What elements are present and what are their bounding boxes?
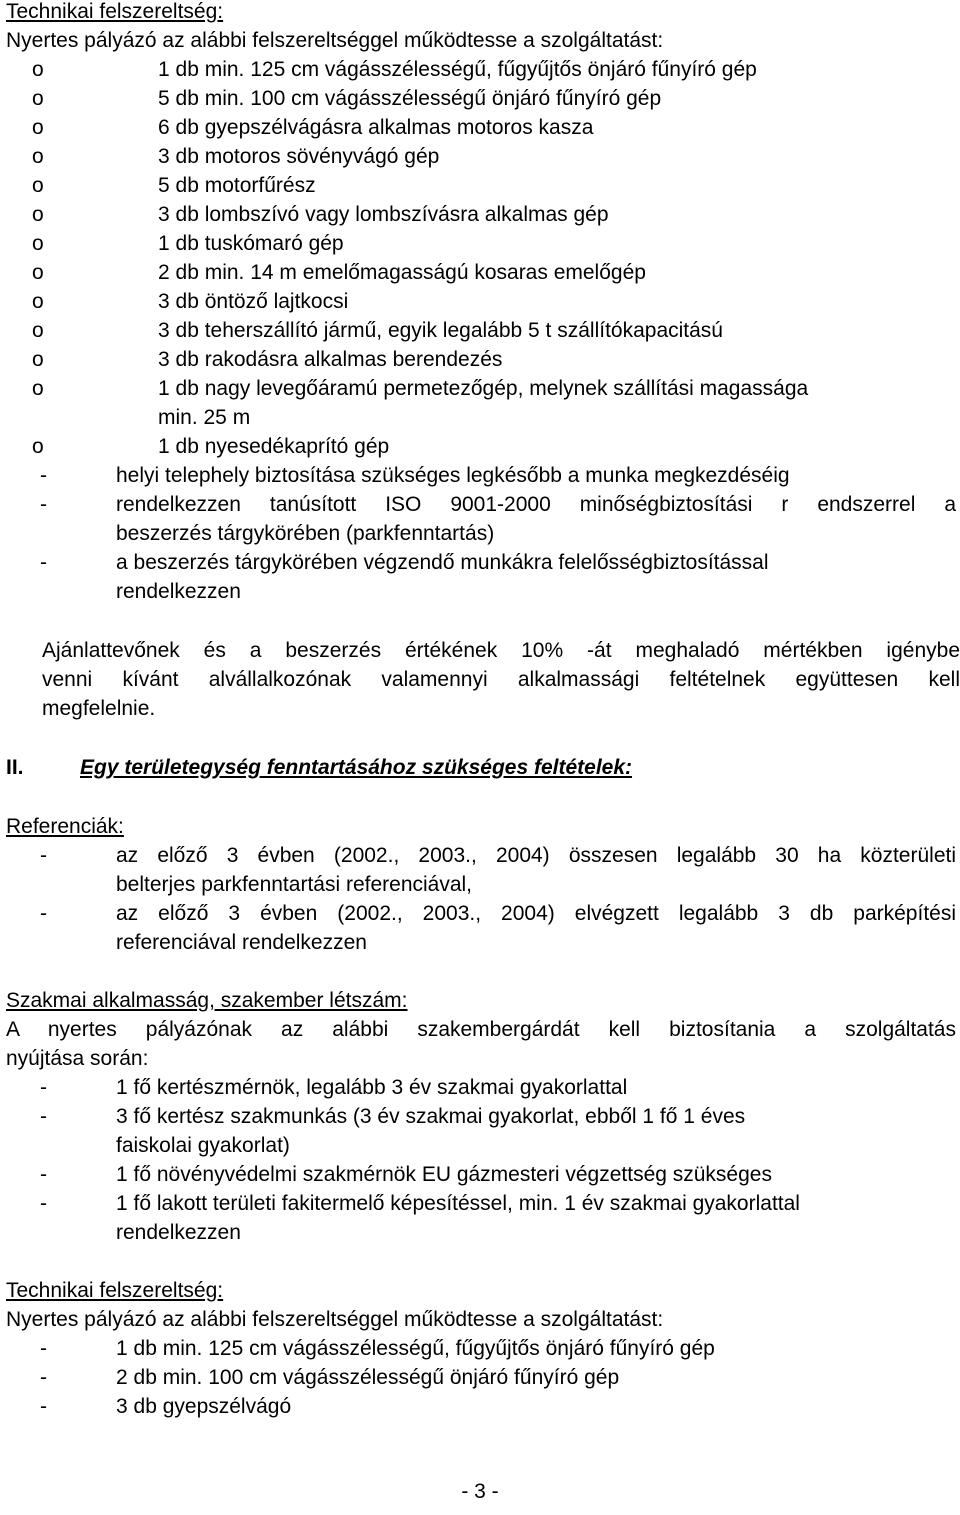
list-item: 6 db gyepszélvágásra alkalmas motoros kasza [158, 116, 594, 139]
list-item: 1 fő kertészmérnök, legalább 3 év szakmai gyakorlattal [116, 1076, 628, 1099]
list-item: 5 db motorfűrész [158, 174, 316, 197]
bullet-marker: o [32, 145, 44, 168]
dash-marker: - [40, 1163, 47, 1186]
list-item: 3 db teherszállító jármű, egyik legalább 5 t szállítókapacitású [158, 319, 723, 342]
bullet-marker: o [32, 435, 44, 458]
bullet-marker: o [32, 290, 44, 313]
bullet-marker: o [32, 261, 44, 284]
dash-marker: - [40, 1076, 47, 1099]
list-item: 2 db min. 100 cm vágásszélességű önjáró fűnyíró gép [116, 1366, 620, 1389]
list-item: 1 db nyesedékaprító gép [158, 435, 390, 458]
bullet-marker: o [32, 58, 44, 81]
dash-marker: - [40, 493, 47, 516]
paragraph-line: megfelelnie. [42, 697, 156, 720]
dash-marker: - [40, 551, 47, 574]
dash-marker: - [40, 1105, 47, 1128]
list-item-continuation: belterjes parkfenntartási referenciával, [116, 873, 473, 896]
list-item: 1 db nagy levegőáramú permetezőgép, melynek szállítási magassága [158, 377, 809, 400]
list-item: 3 fő kertész szakmunkás (3 év szakmai gyakorlat, ebből 1 fő 1 éves [116, 1105, 746, 1128]
paragraph-line: Ajánlattevőnek és a beszerzés értékének 10% -át meghaladó mértékben igénybe [42, 639, 960, 662]
section-number: II. [6, 756, 24, 779]
bullet-marker: o [32, 377, 44, 400]
list-item: 3 db lombszívó vagy lombszívásra alkalmas gép [158, 203, 609, 226]
section-title: Egy területegység fenntartásához szükséges feltételek: [80, 756, 633, 779]
list-item-continuation: rendelkezzen [116, 1221, 241, 1244]
list-item-continuation: rendelkezzen [116, 580, 241, 603]
list-item: helyi telephely biztosítása szükséges legkésőbb a munka megkezdéséig [116, 464, 790, 487]
list-item: az előző 3 évben (2002., 2003., 2004) összesen legalább 30 ha közterületi [116, 844, 956, 867]
list-item: 1 fő lakott területi fakitermelő képesítéssel, min. 1 év szakmai gyakorlattal [116, 1192, 800, 1215]
dash-marker: - [40, 464, 47, 487]
list-item: 2 db min. 14 m emelőmagasságú kosaras emelőgép [158, 261, 646, 284]
list-item: 3 db öntöző lajtkocsi [158, 290, 349, 313]
dash-marker: - [40, 844, 47, 867]
dash-marker: - [40, 1366, 47, 1389]
tech-heading: Technikai felszereltség: [6, 0, 224, 23]
bullet-marker: o [32, 319, 44, 342]
list-item: rendelkezzen tanúsított ISO 9001-2000 minőségbiztosítási r endszerrel a [116, 493, 956, 516]
staff-heading: Szakmai alkalmasság, szakember létszám: [6, 989, 408, 1012]
list-item: 1 fő növényvédelmi szakmérnök EU gázmesteri végzettség szükséges [116, 1163, 772, 1186]
dash-marker: - [40, 1395, 47, 1418]
tech-intro-2: Nyertes pályázó az alábbi felszereltséggel működtesse a szolgáltatást: [6, 1308, 664, 1331]
list-item: 3 db rakodásra alkalmas berendezés [158, 348, 503, 371]
tech-heading-2: Technikai felszereltség: [6, 1279, 224, 1302]
list-item-continuation: faiskolai gyakorlat) [116, 1134, 290, 1157]
bullet-marker: o [32, 348, 44, 371]
list-item-continuation: beszerzés tárgykörében (parkfenntartás) [116, 522, 495, 545]
dash-marker: - [40, 902, 47, 925]
tech-intro: Nyertes pályázó az alábbi felszereltséggel működtesse a szolgáltatást: [6, 29, 664, 52]
page-number: - 3 - [461, 1480, 499, 1503]
list-item-continuation: referenciával rendelkezzen [116, 931, 367, 954]
list-item: az előző 3 évben (2002., 2003., 2004) elvégzett legalább 3 db parképítési [116, 902, 956, 925]
list-item: a beszerzés tárgykörében végzendő munkákra felelősségbiztosítással [116, 551, 769, 574]
references-heading: Referenciák: [6, 815, 124, 838]
bullet-marker: o [32, 232, 44, 255]
list-item: 3 db motoros sövényvágó gép [158, 145, 440, 168]
bullet-marker: o [32, 116, 44, 139]
bullet-marker: o [32, 203, 44, 226]
staff-intro-line: nyújtása során: [6, 1047, 149, 1070]
list-item: 3 db gyepszélvágó [116, 1395, 292, 1418]
staff-intro-line: A nyertes pályázónak az alábbi szakembergárdát kell biztosítania a szolgáltatás [6, 1018, 956, 1041]
bullet-marker: o [32, 87, 44, 110]
dash-marker: - [40, 1337, 47, 1360]
bullet-marker: o [32, 174, 44, 197]
paragraph-line: venni kívánt alvállalkozónak valamennyi alkalmassági feltételnek együttesen kell [42, 668, 960, 691]
list-item: 1 db min. 125 cm vágásszélességű, fűgyűjtős önjáró fűnyíró gép [158, 58, 757, 81]
list-item: 1 db tuskómaró gép [158, 232, 344, 255]
list-item-continuation: min. 25 m [158, 406, 251, 429]
dash-marker: - [40, 1192, 47, 1215]
list-item: 5 db min. 100 cm vágásszélességű önjáró fűnyíró gép [158, 87, 662, 110]
list-item: 1 db min. 125 cm vágásszélességű, fűgyűjtős önjáró fűnyíró gép [116, 1337, 715, 1360]
